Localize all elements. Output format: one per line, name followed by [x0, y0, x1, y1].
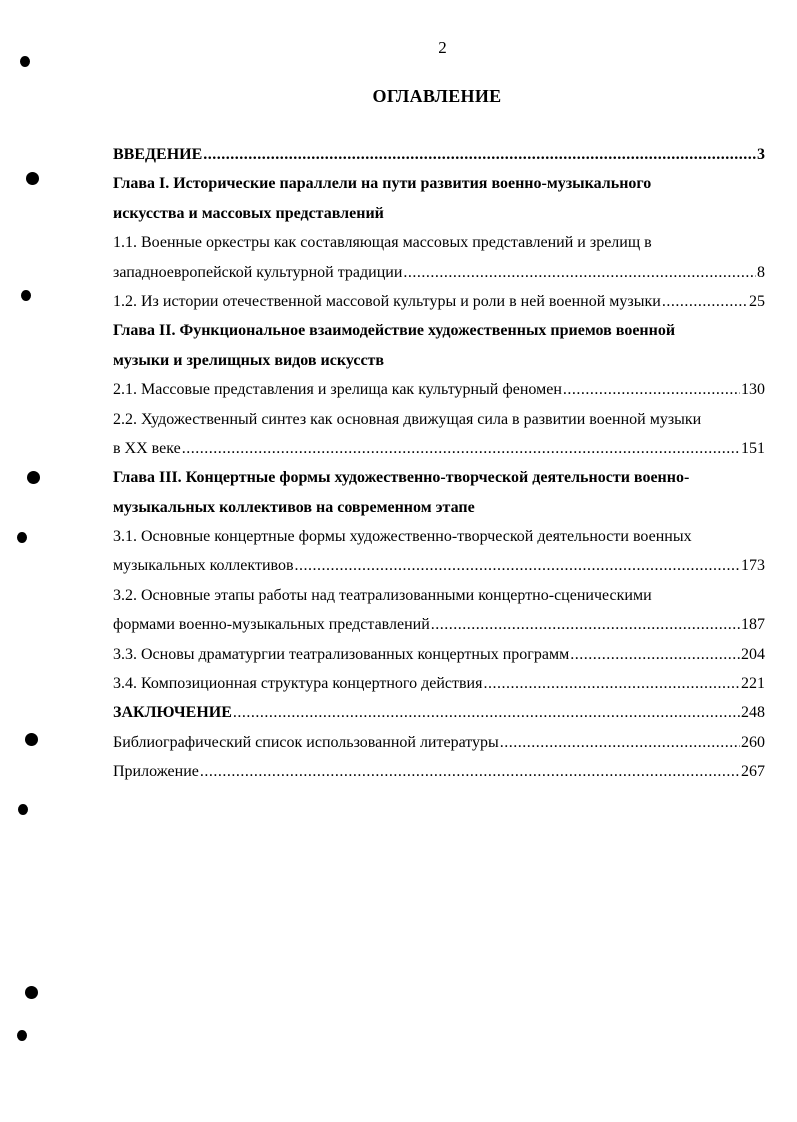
binder-hole: [18, 804, 28, 815]
toc-entry-appendix[interactable]: [113, 757, 765, 786]
toc-entry-page: 25: [749, 292, 765, 310]
toc-entry-3-4[interactable]: [113, 669, 765, 698]
toc-entry-2-1[interactable]: [113, 375, 765, 404]
chapter-2-title[interactable]: Глава II. Функциональное взаимодействие художественных приемов военной: [113, 322, 676, 340]
dot-leader: [295, 551, 741, 580]
dot-leader: [483, 669, 740, 698]
toc-entry-label: ЗАКЛЮЧЕНИЕ: [113, 704, 232, 722]
section-3-1-title[interactable]: 3.1. Основные концертные формы художественно-творческой деятельности военных: [113, 528, 692, 546]
toc-entry-page: 187: [741, 616, 765, 634]
dot-leader: [500, 728, 740, 757]
toc-entry-3-1[interactable]: [113, 551, 765, 580]
chapter-3-title-cont[interactable]: музыкальных коллективов на современном этапе: [113, 498, 475, 516]
toc-entry-label: музыкальных коллективов: [113, 557, 294, 575]
toc-title: ОГЛАВЛЕНИЕ: [372, 86, 502, 106]
toc-entry-label: 3.4. Композиционная структура концертного действия: [113, 675, 483, 693]
toc-entry-conclusion[interactable]: [113, 698, 765, 727]
section-3-2-title[interactable]: 3.2. Основные этапы работы над театрализованными концертно-сценическими: [113, 586, 652, 604]
dot-leader: [203, 140, 756, 169]
toc-entry-bibliography[interactable]: [113, 728, 765, 757]
dot-leader: [233, 698, 740, 727]
toc-entry-page: 8: [757, 263, 765, 281]
toc-entry-label: ВВЕДЕНИЕ: [113, 146, 203, 163]
chapter-1-title-cont[interactable]: искусства и массовых представлений: [113, 204, 384, 222]
toc-entry-page: 3: [757, 146, 765, 163]
section-1-1-title[interactable]: 1.1. Военные оркестры как составляющая массовых представлений и зрелищ в: [113, 234, 652, 252]
toc-entry-1-1[interactable]: [113, 258, 765, 287]
toc-entry-1-2[interactable]: [113, 287, 765, 316]
page-number: 2: [438, 38, 447, 57]
binder-hole: [21, 290, 31, 301]
binder-hole: [17, 532, 27, 543]
toc-entry-label: формами военно-музыкальных представлений: [113, 616, 430, 634]
toc-entry-label: Библиографический список использованной литературы: [113, 733, 499, 751]
toc-entry-intro[interactable]: [113, 140, 765, 169]
chapter-1-title[interactable]: Глава I. Исторические параллели на пути развития военно-музыкального: [113, 175, 652, 193]
toc-entry-3-2[interactable]: [113, 610, 765, 639]
toc-entry-label: 3.3. Основы драматургии театрализованных концертных программ: [113, 645, 570, 663]
binder-hole: [26, 172, 39, 185]
binder-hole: [25, 733, 38, 746]
toc-entry-label: 1.2. Из истории отечественной массовой культуры и роли в ней военной музыки: [113, 292, 661, 310]
dot-leader: [182, 434, 740, 463]
toc-entry-page: 151: [741, 439, 765, 457]
dot-leader: [662, 287, 748, 316]
binder-hole: [25, 986, 38, 999]
toc-entry-page: 130: [741, 381, 765, 399]
binder-hole: [27, 471, 40, 484]
chapter-3-title[interactable]: Глава III. Концертные формы художественно-творческой деятельности военно-: [113, 469, 690, 487]
toc-entry-label: Приложение: [113, 763, 199, 781]
toc-entry-label: 2.1. Массовые представления и зрелища как культурный феномен: [113, 381, 562, 399]
dot-leader: [403, 258, 756, 287]
binder-hole: [17, 1030, 27, 1041]
dot-leader: [200, 757, 740, 786]
toc-entry-page: 248: [741, 704, 765, 722]
dot-leader: [431, 610, 740, 639]
dot-leader: [563, 375, 740, 404]
toc-entry-page: 267: [741, 763, 765, 781]
toc-entry-page: 204: [741, 645, 765, 663]
chapter-2-title-cont[interactable]: музыки и зрелищных видов искусств: [113, 351, 385, 369]
toc-entry-page: 173: [741, 557, 765, 575]
toc-entry-label: в XX веке: [113, 439, 181, 457]
dot-leader: [570, 640, 740, 669]
toc-entry-label: западноевропейской культурной традиции: [113, 263, 403, 281]
section-2-2-title[interactable]: 2.2. Художественный синтез как основная движущая сила в развитии военной музыки: [113, 410, 702, 428]
table-of-contents: [113, 140, 765, 787]
toc-entry-page: 221: [741, 675, 765, 693]
toc-entry-page: 260: [741, 733, 765, 751]
toc-entry-2-2[interactable]: [113, 434, 765, 463]
toc-entry-3-3[interactable]: [113, 640, 765, 669]
